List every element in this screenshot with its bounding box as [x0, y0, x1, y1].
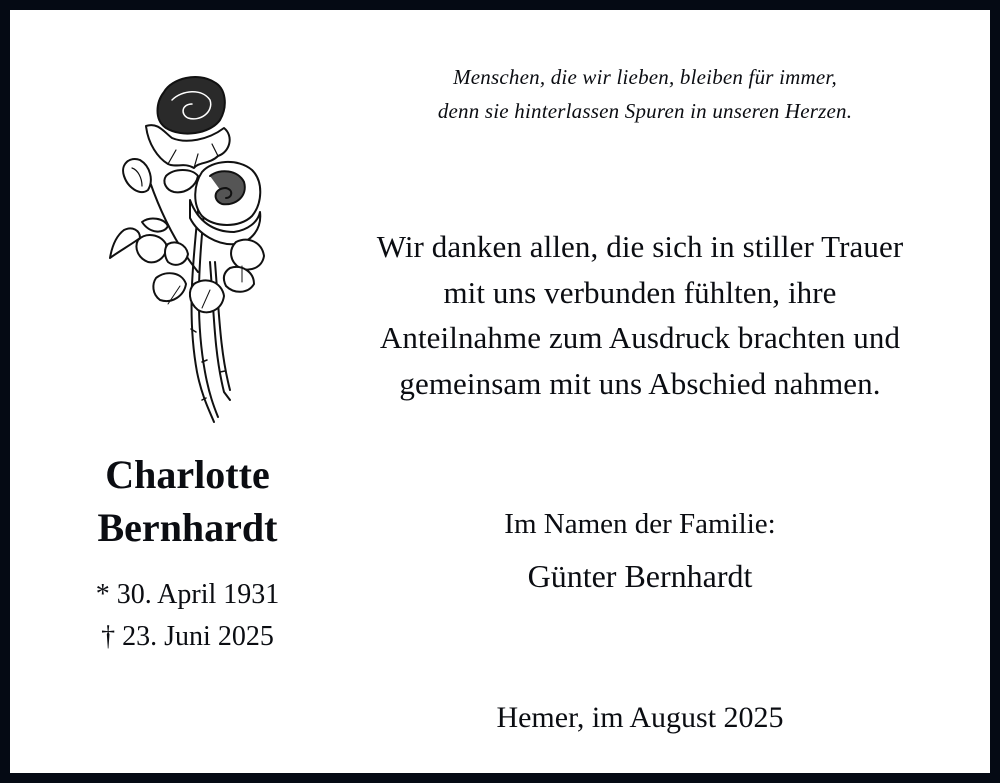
death-date: † 23. Juni 2025: [101, 621, 274, 652]
thanks-line: gemeinsam mit uns Abschied nahmen.: [399, 365, 881, 401]
family-signature: [430, 498, 850, 602]
life-dates: [50, 574, 325, 658]
thanks-line: Wir danken allen, die sich in stiller Trauer: [376, 229, 904, 264]
thanks-line: mit uns verbunden fühlten, ihre: [443, 274, 837, 310]
motto-line: Menschen, die wir lieben, bleiben für immer,: [453, 65, 837, 89]
motto-quote: [350, 60, 940, 128]
motto-line: denn sie hinterlassen Spuren in unseren Herzen.: [437, 99, 853, 123]
birth-date: * 30. April 1931: [95, 579, 280, 610]
rose-icon: [102, 72, 277, 427]
thank-you-message: [300, 224, 980, 406]
family-signer: Günter Bernhardt: [527, 558, 753, 594]
place-and-date: Hemer, im August 2025: [496, 701, 784, 734]
deceased-last-name: Bernhardt: [97, 505, 278, 550]
family-intro: Im Namen der Familie:: [504, 508, 776, 540]
thanks-line: Anteilnahme zum Ausdruck brachten und: [379, 320, 901, 355]
deceased-info: [50, 448, 325, 658]
deceased-first-name: Charlotte: [105, 452, 270, 497]
